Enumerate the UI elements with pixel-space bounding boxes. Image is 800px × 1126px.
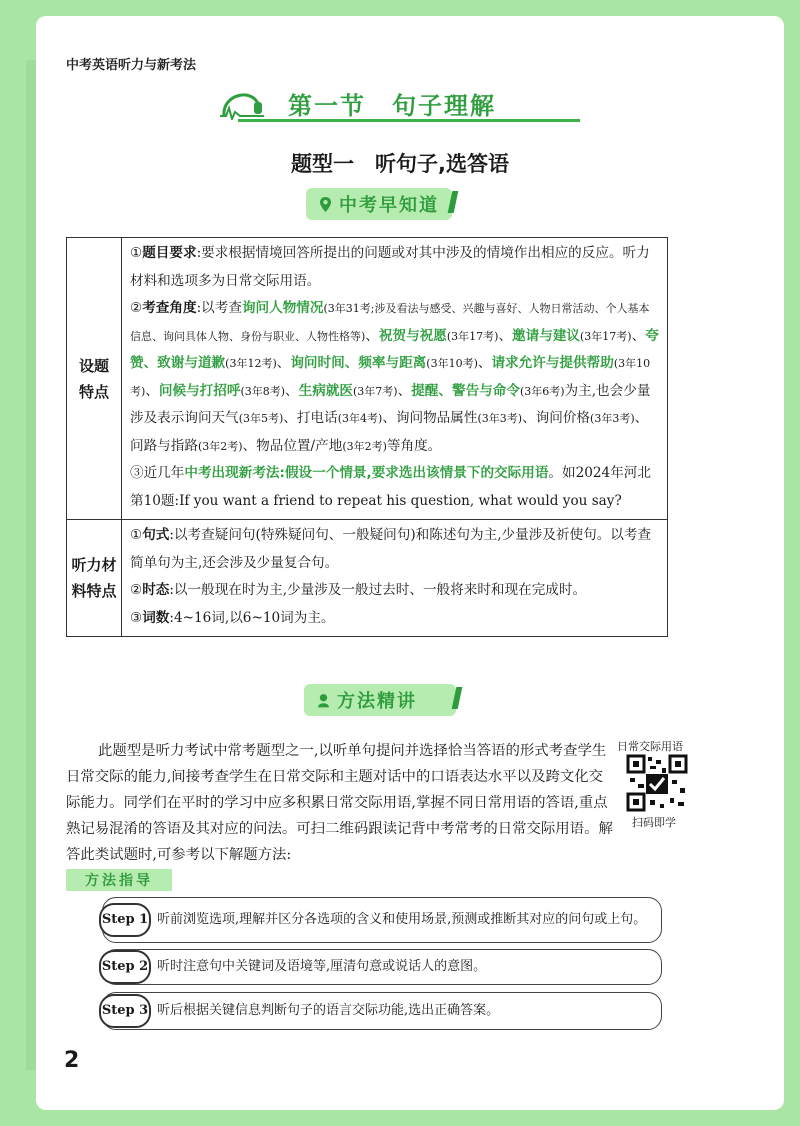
step-box	[102, 897, 662, 943]
step-text: 听后根据关键信息判断句子的语言交际功能,选出正确答案。	[157, 1003, 500, 1018]
section-banner	[218, 80, 580, 126]
zhongkao-know-label: 中考早知道	[339, 195, 439, 216]
feature-table	[66, 237, 668, 637]
step-badge: Step 1	[99, 903, 151, 937]
row-header-line: 设题	[78, 356, 109, 375]
feature-item: ③词数:4~16词,以6~10词为主。	[130, 609, 335, 626]
qr-code-icon[interactable]	[626, 754, 688, 812]
step-badge: Step 3	[99, 994, 151, 1028]
section-title: 第一节 句子理解	[288, 91, 496, 120]
step-box	[102, 992, 662, 1030]
method-label: 方法精讲	[337, 691, 417, 712]
step-badge: Step 2	[99, 950, 151, 984]
method-banner	[304, 684, 456, 716]
feature-item: ③近几年中考出现新考法:假设一个情景,要求选出该情景下的交际用语。如2024年河北第10题:If you want a friend to repeat his question, what would you say?	[130, 465, 651, 509]
page-number: 2	[64, 1048, 80, 1073]
method-guide-label: 方法指导	[85, 873, 153, 889]
method-guide-banner	[66, 869, 172, 891]
question-type-title: 题型一 听句子,选答语	[291, 152, 509, 176]
step-text: 听前浏览选项,理解并区分各选项的含义和使用场景,预测或推断其对应的问句或上句。	[157, 912, 647, 927]
location-pin-icon	[320, 197, 331, 212]
row-header	[67, 238, 122, 520]
material-features-cell	[122, 520, 668, 637]
person-icon	[318, 693, 329, 708]
feature-item: ②时态:以一般现在时为主,少量涉及一般过去时、一般将来时和现在完成时。	[130, 582, 587, 598]
headphone-wave-icon	[218, 86, 266, 120]
row-header	[67, 520, 122, 637]
book-title: 中考英语听力与新考法	[66, 58, 197, 73]
step-text: 听时注意句中关键词及语境等,厘清句意或说话人的意图。	[157, 959, 487, 974]
qr-label: 日常交际用语	[617, 740, 683, 753]
table-row	[67, 238, 668, 520]
step-box	[102, 949, 662, 985]
row-header-line: 料特点	[71, 582, 117, 600]
paragraph-text: 此题型是听力考试中常考题型之一,以听单句提问并选择恰当答语的形式考查学生日常交际的能力,间接考查学生在日常交际和主题对话中的口语表达水平以及跨文化交际能力。同学们在平时的学习中应多积累日常交际用语,掌握不同日常用语的答语,重点熟记易混淆的答语及其对应的问法。可扫二维码跟读记背中考常考的日常交际用语。解答此类试题时,可参考以下解题方法:	[66, 743, 613, 863]
feature-item: ①题目要求:要求根据情境回答所提出的问题或对其中涉及的情境作出相应的反应。听力材料和选项多为日常交际用语。	[130, 245, 650, 289]
feature-item: ①句式:以考查疑问句(特殊疑问句、一般疑问句)和陈述句为主,少量涉及祈使句。以考查简单句为主,还会涉及少量复合句。	[130, 527, 652, 571]
question-features-cell	[122, 238, 668, 520]
qr-caption: 扫码即学	[632, 816, 676, 829]
table-row	[67, 520, 668, 637]
feature-item: ②考查角度:以考查询问人物情况(3年31考;涉及看法与感受、兴趣与喜好、人物日常活动、个人基本信息、询问具体人物、身份与职业、人物性格等)、祝贺与祝愿(3年17考)、邀请与建议(3年17考)、夸赞、致谢与道歉(3年12考)、询问时间、频率与距离(3年10考)、请求允许与提供帮助(3年10考)、问候与打招呼(3年8考)、生病就医(3年7考)、提醒、警告与命令(3年6考)为主,也会少量涉及表示询问天气(3年5考)、打电话(3年4考)、询问物品属性(3年3考)、询问价格(3年3考)、问路与指路(3年2考)、物品位置/产地(3年2考)等角度。	[130, 300, 659, 454]
row-header-line: 特点	[78, 382, 109, 401]
method-paragraph	[66, 738, 614, 868]
zhongkao-know-banner	[306, 188, 452, 220]
row-header-line: 听力材	[71, 556, 117, 574]
